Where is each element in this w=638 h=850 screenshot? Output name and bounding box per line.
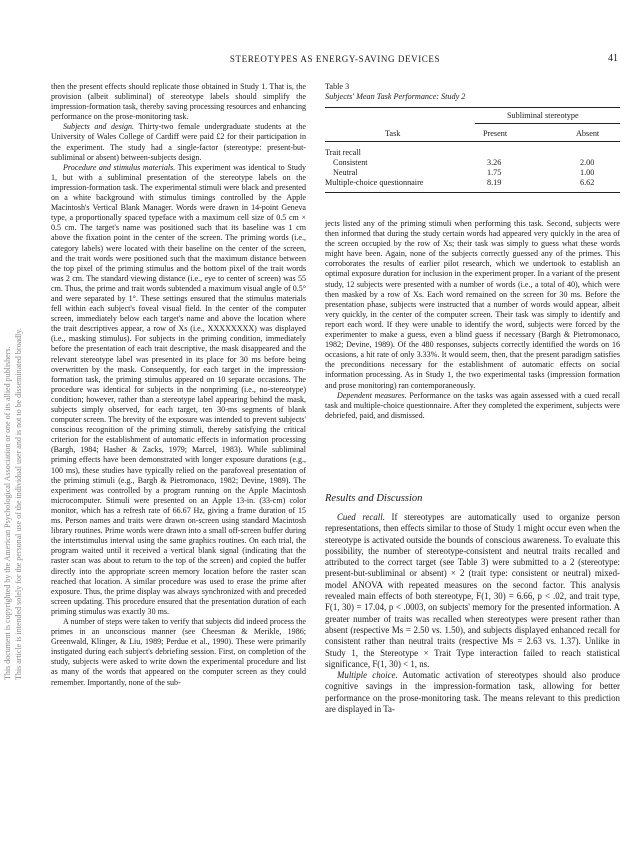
dependent-text: Performance on the tasks was again assessed with a cued recall task and multiple-choice questionnaire. After they completed the experiment, subjects were debriefed, paid, and dismissed. xyxy=(325,390,620,420)
table-row-label: Neutral xyxy=(333,168,358,177)
run-in-heading-cued: Cued recall. xyxy=(337,512,385,522)
cued-recall-text: If stereotypes are automatically used to organize person representations, then effects similar to those of Study 1 might occur even when the stereotype is activated outside the bounds of conscious awareness. To evaluate this possibility, the number of stereotype-consistent and neutral traits recalled and attributed to the correct target (see Table 3) were submitted to a 2 (stereotype: present-but-subliminal or absent) × 2 (trait type: consistent or neutral) mixed-model ANOVA with repeated measures on the second factor. This analysis revealed main effects of both stereotype, F(1, 30) = 6.66, p < .02, and trait type, F(1, 30) = 17.04, p < .0003, on subjects' memory for the presented information. A greater number of traits was recalled when stereotypes were present rather than absent (respective Ms = 2.50 vs. 1.50), and subjects displayed enhanced recall for consistent rather than neutral traits (respective Ms = 2.63 vs. 1.37). Unlike in Study 1, the Stereotype × Trait Type interaction failed to reach statistical significance, F(1, 30) < 1, ns. xyxy=(325,512,620,669)
run-in-heading-subjects: Subjects and design. xyxy=(63,122,135,132)
table-cell-present: 1.75 xyxy=(487,168,502,177)
table-cell-absent: 6.62 xyxy=(580,178,595,187)
procedure-text: This experiment was identical to Study 1, but with a subliminal presentation of the stereotype labels on the impression-formation task. The experimental stimuli were black and presented on a white background with stimulus timings controlled by the Apple Macintosh's Vertical Blank Manager. Words were drawn in 14-point Geneva type, a proportionally spaced typeface with a maximum cell size of 0.5 cm × 0.5 cm. The target's name was positioned such that its baseline was 1 cm above the fixation point in the center of the screen. The priming words (i.e., category labels) were located with their baseline on the center of the screen, and the trait words were positioned such that the maximum distance between the top pixel of the priming stimulus and the bottom pixel of the trait words was 2 cm. The standard viewing distance (i.e., eye to center of screen) was 55 cm. Thus, the prime and trait words subtended a maximum visual angle of 0.5° and were separated by 1°. These settings ensured that the stimulus materials fell within each subject's foveal visual field. In the center of the computer screen, immediately below each target's name and above the location where the trait descriptives appear, a row of Xs (i.e., XXXXXXXX) was displayed (i.e., masking stimulus). For subjects in the priming condition, immediately before the presentation of each trait descriptive, the mask disappeared and the relevant stereotype label was presented in its place for 30 ms before being overwritten by the mask. Consequently, for each target in the impression-formation task, the priming stimulus appeared on 10 separate occasions. The procedure was identical for subjects in the nonpriming (i.e., no-stereotype) condition; however, rather than a stereotype label appearing behind the mask, subjects simply observed, for each target, ten 30-ms segments of blank computer screen. The brevity of the exposure was intended to prevent subjects' conscious recognition of the priming stimuli, thereby satisfying the critical criterion for the establishment of automatic effects in information processing (Bargh, 1984; Hasher & Zacks, 1979; Marcel, 1983). While subliminal priming effects have been demonstrated with longer exposure durations (e.g., 100 ms), these studies have typically relied on the parafoveal presentation of the priming stimuli (e.g., Bargh & Pietromonaco, 1982; Devine, 1989). The experiment was controlled by a program running on the Apple Macintosh microcomputer. Stimuli were presented on an Apple 13-in. (33-cm) color monitor, which has a refresh rate of 66.67 Hz, giving a frame duration of 15 ms. Person names and traits were drawn on-screen using standard Macintosh library routines. Prime words were drawn into a small off-screen buffer during the intertstimulus interval using the same graphics routines. On each trial, the program waited until it received a vertical blank signal (indicating that the raster scan was about to return to the top of the screen) and copied the buffer directly into the appropriate screen memory location before the raster scan reached that location. A similar procedure was used to erase the prime after exposure. Thus, the prime display was always synchronized with and preceded screen updating. This procedure ensured that the presentation duration of each priming stimulus was exactly 30 ms. xyxy=(51,162,306,616)
table-col-absent: Absent xyxy=(576,129,600,138)
table-bottom-rule xyxy=(325,192,620,193)
copyright-line-1: This document is copyrighted by the American Psychological Association or one of its allied publishers. xyxy=(3,346,12,680)
table-cell-absent: 2.00 xyxy=(580,158,595,167)
table-header-rule xyxy=(325,141,620,142)
table-cell-present: 3.26 xyxy=(487,158,502,167)
table-spanner-heading: Subliminal stereotype xyxy=(507,111,579,120)
right-paragraph-cued xyxy=(325,512,620,670)
right-paragraph-dependent xyxy=(325,391,620,421)
right-paragraph-1: jects listed any of the priming stimuli when performing this task. Second, subjects were then informed that during the study certain words had appeared very quickly in the area of the screen occupied by the row of Xs; their task was simply to guess what these words might have been. Again, none of the subjects correctly guessed any of the primes. This corroborates the results of earlier pilot research, which we undertook to establish an optimal exposure duration for inclusion in the experiment proper. In a variant of the present study, 12 subjects were presented with a number of words (i.e., a total of 40), which were then masked by a row of Xs. Each word remained on the screen for 30 ms. Before the presentation phase, subjects were instructed that a number of words would appear, albeit very quickly, in the center of the computer screen. Their task was simply to identify and report each word. If they were unable to identify the word, subjects were forced by the experimenter to make a guess, even a blind guess if necessary (Bargh & Pietromonaco, 1982; Devine, 1989). Of the 480 responses, subjects correctly identified the words on 16 occasions, a hit rate of only 3.33%. It would seem, then, that the present paradigm satisfies the preconditions necessary for the establishment of automatic effects on social information processing. As in Study 1, the two experimental tasks (impression formation and prose monitoring) ran contemporaneously. xyxy=(325,219,620,390)
left-paragraph-4: A number of steps were taken to verify that subjects did indeed process the primes in an unconscious manner (see Cheesman & Merikle, 1986; Greenwald, Klinger, & Liu, 1989; Perdue et al., 1990). These were primarily instigated during each subject's debriefing session. First, on completion of the study, subjects were asked to write down the experimental procedure and list as many of the words that appeared on the computer screen as they could remember. Importantly, none of the sub- xyxy=(51,616,306,687)
section-heading: Results and Discussion xyxy=(325,493,423,504)
table-3 xyxy=(325,82,620,198)
run-in-heading-procedure: Procedure and stimulus materials. xyxy=(63,162,176,172)
table-title: Table 3 xyxy=(325,82,350,91)
table-spanner-rule xyxy=(475,123,620,124)
run-in-heading-multiple: Multiple choice. xyxy=(337,670,398,681)
table-cell-absent: 1.00 xyxy=(580,168,595,177)
left-paragraph-procedure xyxy=(51,163,306,617)
left-paragraph-1: then the present effects should replicate those obtained in Study 1. That is, the provision (albeit subliminal) of stereotype labels should simplify the impression-formation task, thereby saving processing resources and enhancing performance on the prose-monitoring task. xyxy=(51,82,306,122)
table-caption: Subjects' Mean Task Performance: Study 2 xyxy=(325,92,466,101)
table-row-label: Consistent xyxy=(333,158,368,167)
right-column-top xyxy=(325,219,620,421)
copyright-sidebar xyxy=(2,240,36,680)
left-paragraph-subjects xyxy=(51,122,306,162)
table-grid xyxy=(325,108,620,198)
table-col-present: Present xyxy=(483,129,508,138)
page-header xyxy=(52,54,618,66)
subjects-text: Thirty-two female undergraduate students at the University of Wales College of Cardiff were paid £2 for their participation in the experiment. The study had a single-factor (stereotype: present-but-subliminal or absent) between-subjects design. xyxy=(51,122,306,162)
left-column xyxy=(51,82,306,688)
table-col-task: Task xyxy=(385,129,401,138)
run-in-heading-dependent: Dependent measures. xyxy=(337,390,407,400)
table-group-label: Trait recall xyxy=(325,148,361,157)
copyright-line-2: This article is intended solely for the personal use of the individual user and is not to be disseminated broadly. xyxy=(14,328,23,680)
right-column-bottom xyxy=(325,512,620,715)
right-paragraph-multiple xyxy=(325,670,620,715)
table-row-label: Multiple-choice questionnaire xyxy=(325,178,424,187)
running-head: STEREOTYPES AS ENERGY-SAVING DEVICES xyxy=(229,54,441,64)
page-number: 41 xyxy=(608,53,618,64)
table-cell-present: 8.19 xyxy=(487,178,502,187)
multiple-choice-text: Automatic activation of stereotypes should also produce cognitive savings in the impression-formation task, allowing for better performance on the prose-monitoring task. The means relevant to this prediction are displayed in Ta- xyxy=(325,670,620,715)
